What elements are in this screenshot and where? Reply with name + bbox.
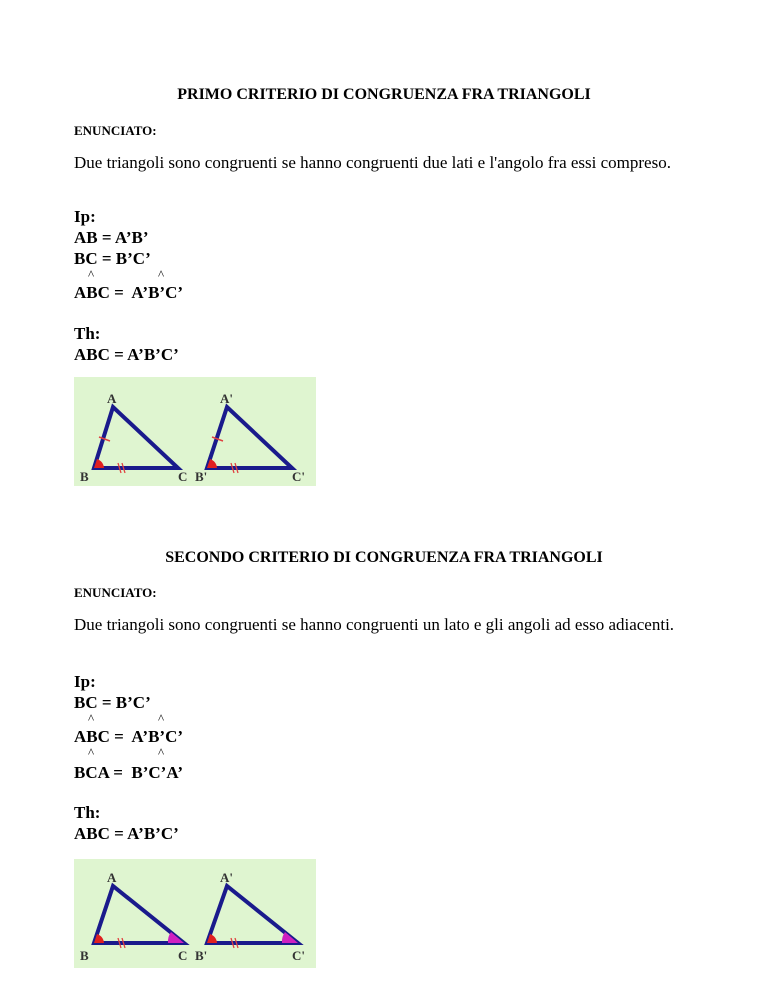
label-c2: C' xyxy=(292,469,305,484)
label-b2: B' xyxy=(195,469,208,484)
label-a2: A' xyxy=(220,391,233,406)
section1-hyp-2: BC = B’C’ xyxy=(74,249,151,268)
caret-mark: ^ xyxy=(88,711,95,726)
section2-statement-label: ENUNCIATO: xyxy=(74,585,157,600)
section1-hyp-label: Ip: xyxy=(74,207,96,226)
triangle-abc xyxy=(94,407,178,468)
section2-thesis-label: Th: xyxy=(74,803,101,822)
caret-mark: ^ xyxy=(88,745,95,760)
section1-statement: Due triangoli sono congruenti se hanno congruenti due lati e l'angolo fra essi compreso. xyxy=(74,153,671,172)
section1-statement-label: ENUNCIATO: xyxy=(74,123,157,138)
section2-statement: Due triangoli sono congruenti se hanno congruenti un lato e gli angoli ad esso adiacenti. xyxy=(74,615,675,634)
section1-hyp-3: ABC = A’B’C’ xyxy=(74,283,184,302)
label-c: C xyxy=(178,469,188,484)
label-b2: B' xyxy=(195,948,208,963)
angle-c2-mark xyxy=(282,932,298,943)
label-a: A xyxy=(107,391,117,406)
section1-hyp-1: AB = A’B’ xyxy=(74,228,149,247)
label-c2: C' xyxy=(292,948,305,963)
figure-sas-triangles xyxy=(74,377,316,486)
label-b: B xyxy=(80,469,89,484)
label-a2: A' xyxy=(220,870,233,885)
caret-mark: ^ xyxy=(88,267,95,282)
caret-mark: ^ xyxy=(158,745,165,760)
section2-title: SECONDO CRITERIO DI CONGRUENZA FRA TRIANGOLI xyxy=(165,549,603,566)
section2-hyp-1: BC = B’C’ xyxy=(74,693,151,712)
section1-title: PRIMO CRITERIO DI CONGRUENZA FRA TRIANGOLI xyxy=(177,86,591,103)
label-a: A xyxy=(107,870,117,885)
label-c: C xyxy=(178,948,188,963)
triangle-a2b2c2 xyxy=(207,407,292,468)
caret-mark: ^ xyxy=(158,267,165,282)
caret-mark: ^ xyxy=(158,711,165,726)
figure-asa-triangles xyxy=(74,859,316,968)
section1-thesis-label: Th: xyxy=(74,324,101,343)
angle-c-mark xyxy=(168,932,184,943)
section2-thesis: ABC = A’B’C’ xyxy=(74,824,179,843)
section2-hyp-label: Ip: xyxy=(74,672,96,691)
section2-hyp-3: BCA = B’C’A’ xyxy=(74,763,184,782)
label-b: B xyxy=(80,948,89,963)
section1-thesis: ABC = A’B’C’ xyxy=(74,345,179,364)
section2-hyp-2: ABC = A’B’C’ xyxy=(74,727,184,746)
